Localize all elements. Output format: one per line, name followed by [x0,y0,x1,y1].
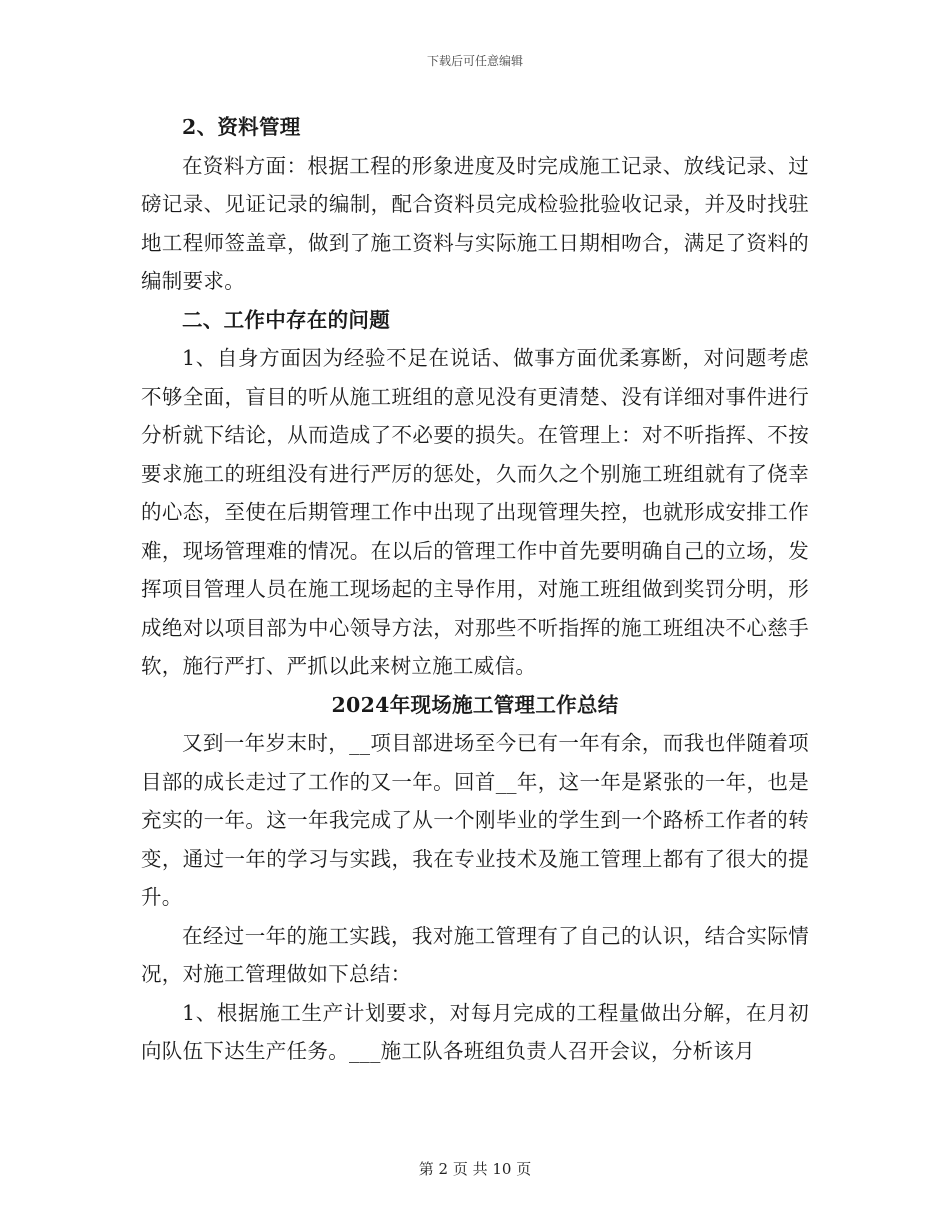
paragraph-data-management: 在资料方面：根据工程的形象进度及时完成施工记录、放线记录、过磅记录、见证记录的编制，配合资料员完成检验批验收记录，并及时找驻地工程师签盖章，做到了施工资料与实际施工日期相吻合，满足了资料的编制要求。 [141,153,809,293]
page-footer: 第 2 页 共 10 页 [418,1160,532,1178]
paragraph-problems: 1、自身方面因为经验不足在说话、做事方面优柔寡断，对问题考虑不够全面，盲目的听从施工班组的意见没有更清楚、没有详细对事件进行分析就下结论，从而造成了不必要的损失。在管理上：对不听指挥、不按要求施工的班组没有进行严厉的惩处，久而久之个别施工班组就有了侥幸的心态，至使在后期管理工作中出现了出现管理失控，也就形成安排工作难，现场管理难的情况。在以后的管理工作中首先要明确自己的立场，发挥项目管理人员在施工现场起的主导作用，对施工班组做到奖罚分明，形成绝对以项目部为中心领导方法，对那些不听指挥的施工班组决不心慈手软，施行严打、严抓以此来树立施工威信。 [141,346,809,678]
paragraph-summary-lead: 在经过一年的施工实践，我对施工管理有了自己的认识，结合实际情况，对施工管理做如下总结： [141,923,809,986]
document-body [141,108,809,1071]
section-heading-data-management: 2、资料管理 [182,115,301,139]
paragraph-intro: 又到一年岁末时，__项目部进场至今已有一年有余，而我也伴随着项目部的成长走过了工作的又一年。回首__年，这一年是紧张的一年，也是充实的一年。这一年我完成了从一个刚毕业的学生到一个路桥工作者的转变，通过一年的学习与实践，我在专业技术及施工管理上都有了很大的提升。 [141,731,809,909]
section-heading-problems: 二、工作中存在的问题 [182,307,390,332]
document-title: 2024年现场施工管理工作总结 [331,692,619,717]
paragraph-item-1: 1、根据施工生产计划要求，对每月完成的工程量做出分解，在月初向队伍下达生产任务。___施工队各班组负责人召开会议，分析该月 [141,1000,809,1063]
page-header: 下载后可任意编辑 [426,54,523,68]
